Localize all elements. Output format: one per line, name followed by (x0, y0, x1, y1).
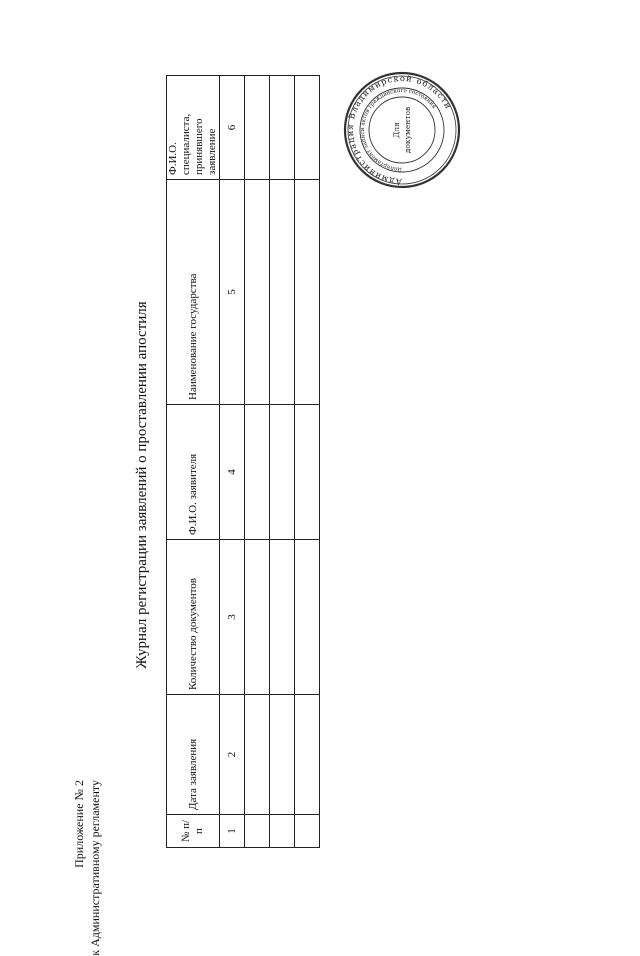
table-cell (295, 180, 320, 405)
seal-center-line2: документов (403, 106, 412, 154)
table-row (270, 76, 295, 848)
table-cell (270, 695, 295, 815)
table-cell: 5 (220, 180, 245, 405)
table-row (245, 76, 270, 848)
appendix-number: Приложение № 2 (72, 780, 86, 868)
table-cell: 6 (220, 76, 245, 180)
seal-center-line1: Для (392, 122, 401, 138)
table-cell: 4 (220, 405, 245, 540)
table-row (220, 76, 245, 848)
table-cell (245, 815, 270, 848)
table-row (295, 76, 320, 848)
table-cell: 2 (220, 695, 245, 815)
table-cell (270, 76, 295, 180)
table-cell: 1 (220, 815, 245, 848)
official-seal (342, 70, 462, 190)
column-header-applicant: Ф.И.О. заявителя (167, 405, 220, 540)
column-header-number: № п/п (167, 815, 220, 848)
table-cell (270, 815, 295, 848)
table-cell (270, 540, 295, 695)
table-cell (295, 405, 320, 540)
journal-table (166, 75, 320, 848)
table-cell (245, 695, 270, 815)
table-cell (295, 695, 320, 815)
seal-inner-text: Департамент записи актов гражданского состояния (359, 87, 437, 173)
seal-inner-ring (369, 97, 435, 163)
table-cell (245, 180, 270, 405)
table-cell (295, 815, 320, 848)
table-cell (295, 540, 320, 695)
appendix-reference: к Административному регламенту (88, 780, 102, 956)
table-cell (245, 540, 270, 695)
table-cell: 3 (220, 540, 245, 695)
journal-title: Журнал регистрации заявлений о проставлении апостиля (134, 301, 150, 669)
table-cell (270, 180, 295, 405)
column-header-date: Дата заявления (167, 695, 220, 815)
table-cell (245, 76, 270, 180)
seal-outer-text: Администрация Владимирской области (344, 72, 455, 188)
table-cell (270, 405, 295, 540)
column-header-specialist: Ф.И.О. специалиста, принявшего заявление (167, 76, 220, 180)
column-header-country: Наименование государства (167, 180, 220, 405)
table-header-row (167, 76, 220, 848)
table-cell (295, 76, 320, 180)
table-cell (245, 405, 270, 540)
column-header-doc-count: Количество документов (167, 540, 220, 695)
